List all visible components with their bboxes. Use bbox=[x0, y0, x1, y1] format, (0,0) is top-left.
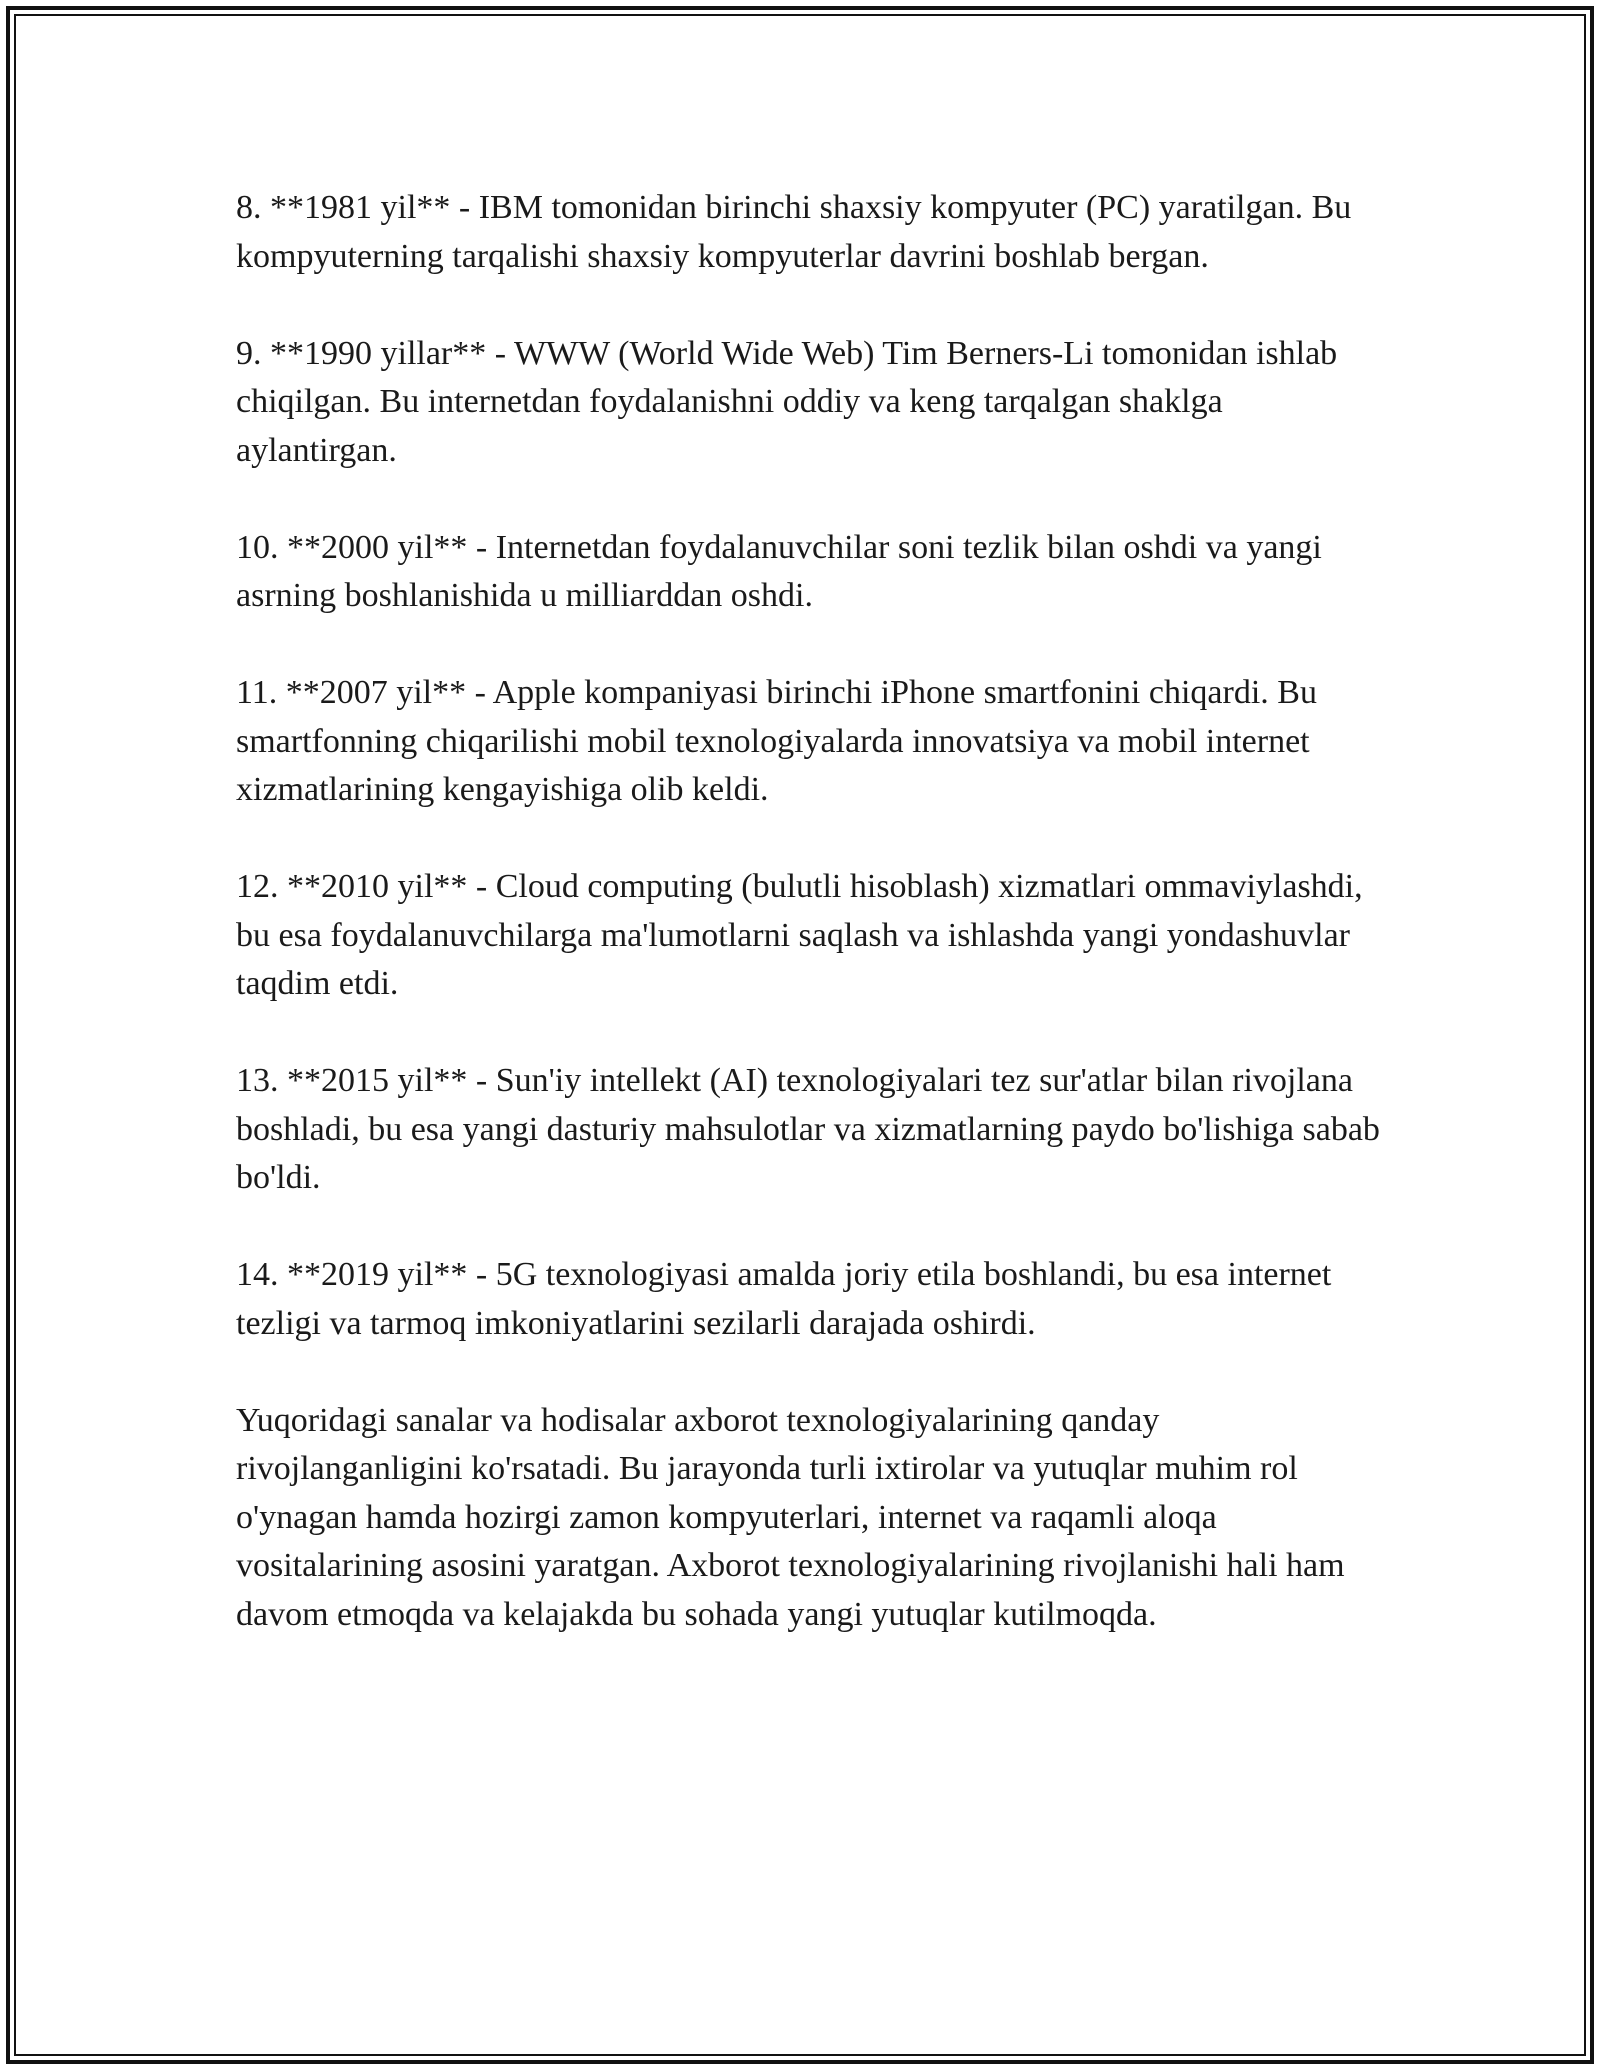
document-body bbox=[236, 184, 1386, 1639]
timeline-item-1981: 8. **1981 yil** - IBM tomonidan birinchi shaxsiy kompyuter (PC) yaratilgan. Bu kompyuterning tarqalishi shaxsiy kompyuterlar davrini boshlab bergan. bbox=[236, 189, 1352, 275]
timeline-item-1990: 9. **1990 yillar** - WWW (World Wide Web) Tim Berners-Li tomonidan ishlab chiqilgan. Bu internetdan foydalanishni oddiy va keng tarqalgan shaklga aylantirgan. bbox=[236, 334, 1338, 469]
timeline-item-2000: 10. **2000 yil** - Internetdan foydalanuvchilar soni tezlik bilan oshdi va yangi asrning boshlanishida u milliarddan oshdi. bbox=[236, 528, 1322, 614]
timeline-item-2019: 14. **2019 yil** - 5G texnologiyasi amalda joriy etila boshlandi, bu esa internet tezligi va tarmoq imkoniyatlarini sezilarli darajada oshirdi. bbox=[236, 1256, 1332, 1342]
timeline-item-2007: 11. **2007 yil** - Apple kompaniyasi birinchi iPhone smartfonini chiqardi. Bu smartfonning chiqarilishi mobil texnologiyalarda innovatsiya va mobil internet xizmatlarining kengayishiga olib keldi. bbox=[236, 674, 1317, 808]
conclusion-paragraph: Yuqoridagi sanalar va hodisalar axborot texnologiyalarining qanday rivojlanganligini ko'rsatadi. Bu jarayonda turli ixtirolar va yutuqlar muhim rol o'ynagan hamda hozirgi zamon kompyuterlari, internet va raqamli aloqa vositalarining asosini yaratgan. Axborot texnologiyalarining rivojlanishi hali ham davom etmoqda va kelajakda bu sohada yangi yutuqlar kutilmoqda. bbox=[236, 1401, 1345, 1633]
timeline-item-2010: 12. **2010 yil** - Cloud computing (bulutli hisoblash) xizmatlari ommaviylashdi, bu esa foydalanuvchilarga ma'lumotlarni saqlash va ishlashda yangi yondashuvlar taqdim etdi. bbox=[236, 868, 1363, 1002]
timeline-item-2015: 13. **2015 yil** - Sun'iy intellekt (AI) texnologiyalari tez sur'atlar bilan rivojlana boshladi, bu esa yangi dasturiy mahsulotlar va xizmatlarning paydo bo'lishiga sabab bo'ldi. bbox=[236, 1062, 1380, 1196]
